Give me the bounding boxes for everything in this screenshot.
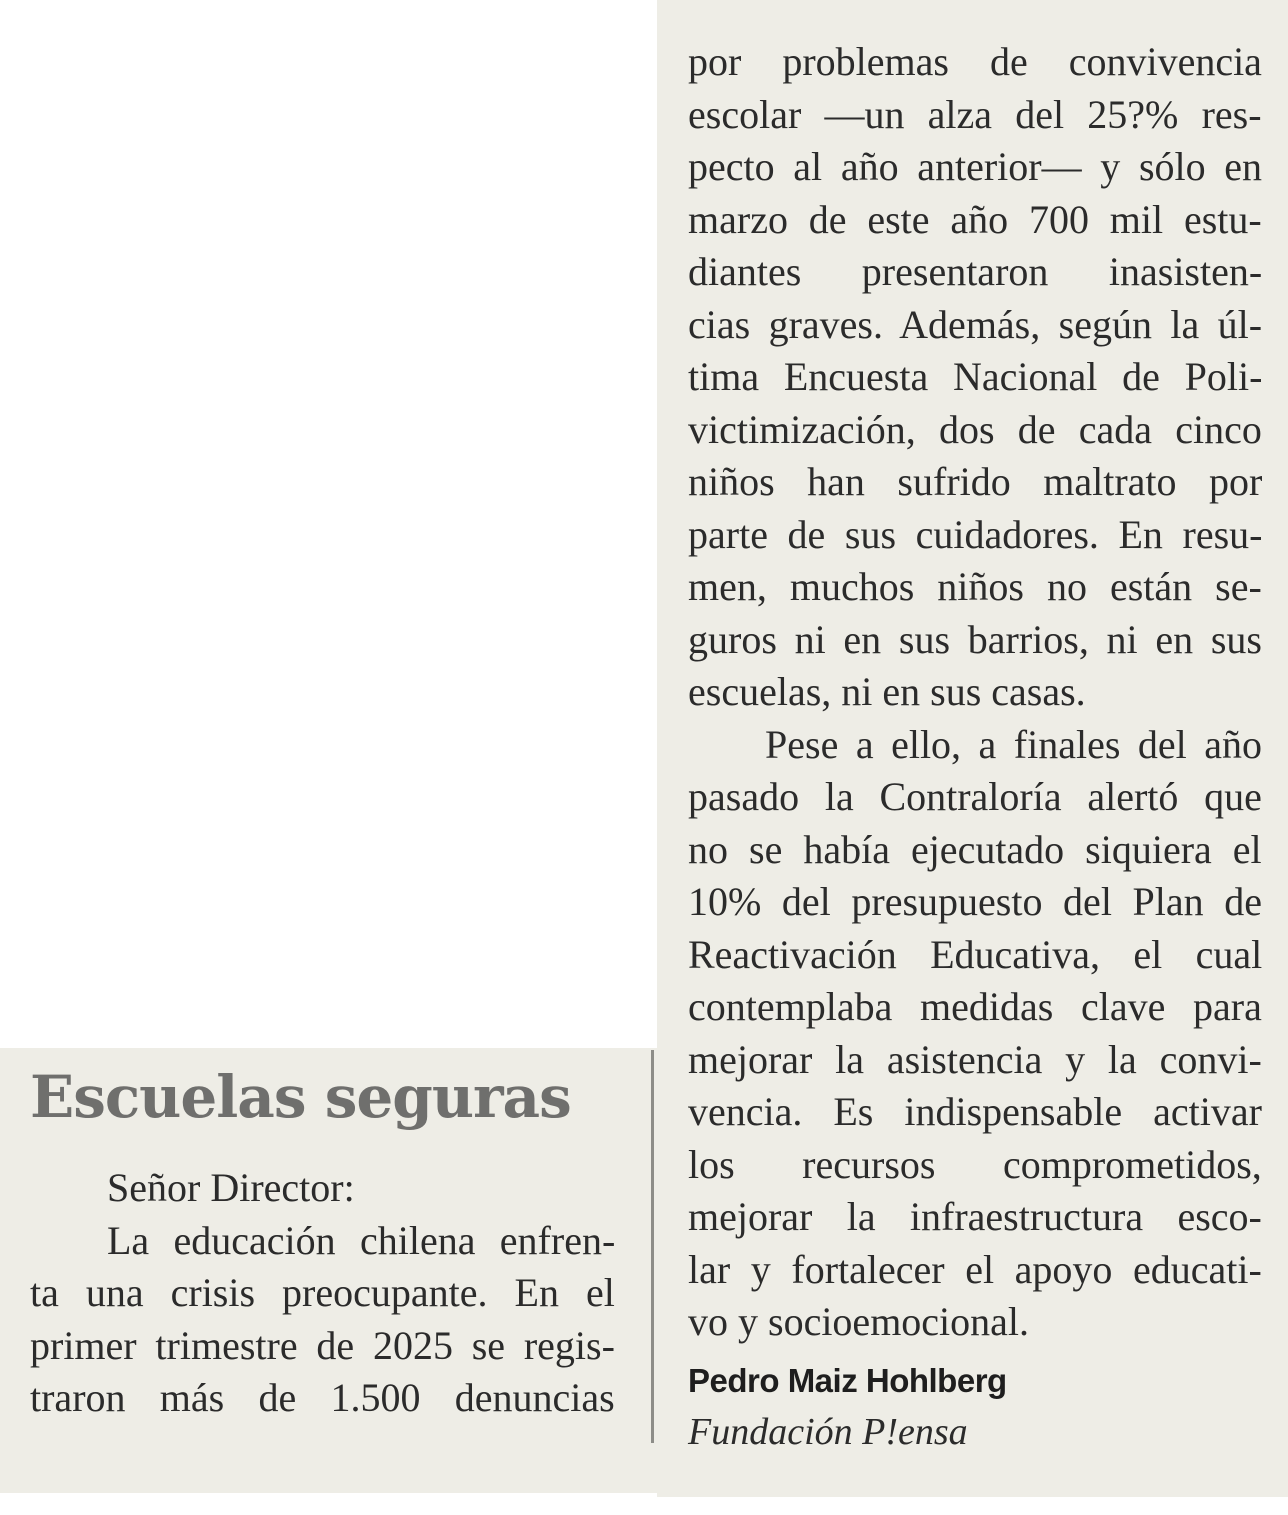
text-line: ta una crisis preocupante. En el [30, 1270, 615, 1315]
text-line: primer trimestre de 2025 se regis- [30, 1322, 615, 1368]
text-line: mejorar la infraestructura esco- [688, 1194, 1262, 1239]
text-line: lar y fortalecer el apoyo educati- [688, 1246, 1262, 1292]
text-line: contemplaba medidas clave para [688, 984, 1262, 1029]
text-line: victimización, dos de cada cinco [688, 406, 1262, 452]
text-line: 10% del presupuesto del Plan de [688, 879, 1262, 924]
column-divider [651, 1050, 654, 1443]
text-line: escolar —un alza del 25?% res- [688, 91, 1262, 137]
text-line: mejorar la asistencia y la convi- [688, 1036, 1262, 1082]
text-line: guros ni en sus barrios, ni en sus [688, 616, 1262, 662]
text-line: niños han sufrido maltrato por [688, 459, 1263, 504]
text-line: parte de sus cuidadores. En resu- [688, 511, 1263, 557]
salutation-line: Señor Director: [107, 1165, 355, 1210]
text-line: Pese a ello, a finales del año [765, 721, 1263, 767]
text-line: La educación chilena enfren- [107, 1217, 616, 1263]
text-line: los recursos comprometidos, [688, 1141, 1262, 1187]
left-column-text [30, 1162, 615, 1425]
author-affiliation: Fundación P!ensa [688, 1411, 968, 1453]
text-line: traron más de 1.500 denuncias [30, 1375, 615, 1420]
text-line: vo y socioemocional. [688, 1299, 1030, 1344]
right-column-text [688, 36, 1262, 1349]
text-line: diantes presentaron inasisten- [688, 249, 1263, 294]
text-line: vencia. Es indispensable activar [688, 1089, 1262, 1134]
text-line: por problemas de convivencia [688, 39, 1262, 84]
article-headline: Escuelas seguras [30, 1063, 571, 1131]
text-line: pecto al año anterior— y sólo en [688, 144, 1263, 189]
text-line: marzo de este año 700 mil estu- [688, 196, 1262, 242]
text-line: cias graves. Además, según la úl- [688, 301, 1263, 347]
text-line: men, muchos niños no están se- [688, 564, 1262, 609]
text-line: pasado la Contraloría alertó que [688, 774, 1262, 819]
text-line: tima Encuesta Nacional de Poli- [688, 354, 1263, 399]
text-line: no se había ejecutado siquiera el [688, 826, 1262, 872]
text-line: escuelas, ni en sus casas. [688, 669, 1086, 714]
text-line: Reactivación Educativa, el cual [688, 931, 1263, 977]
author-signature: Pedro Maiz Hohlberg [688, 1362, 1007, 1399]
